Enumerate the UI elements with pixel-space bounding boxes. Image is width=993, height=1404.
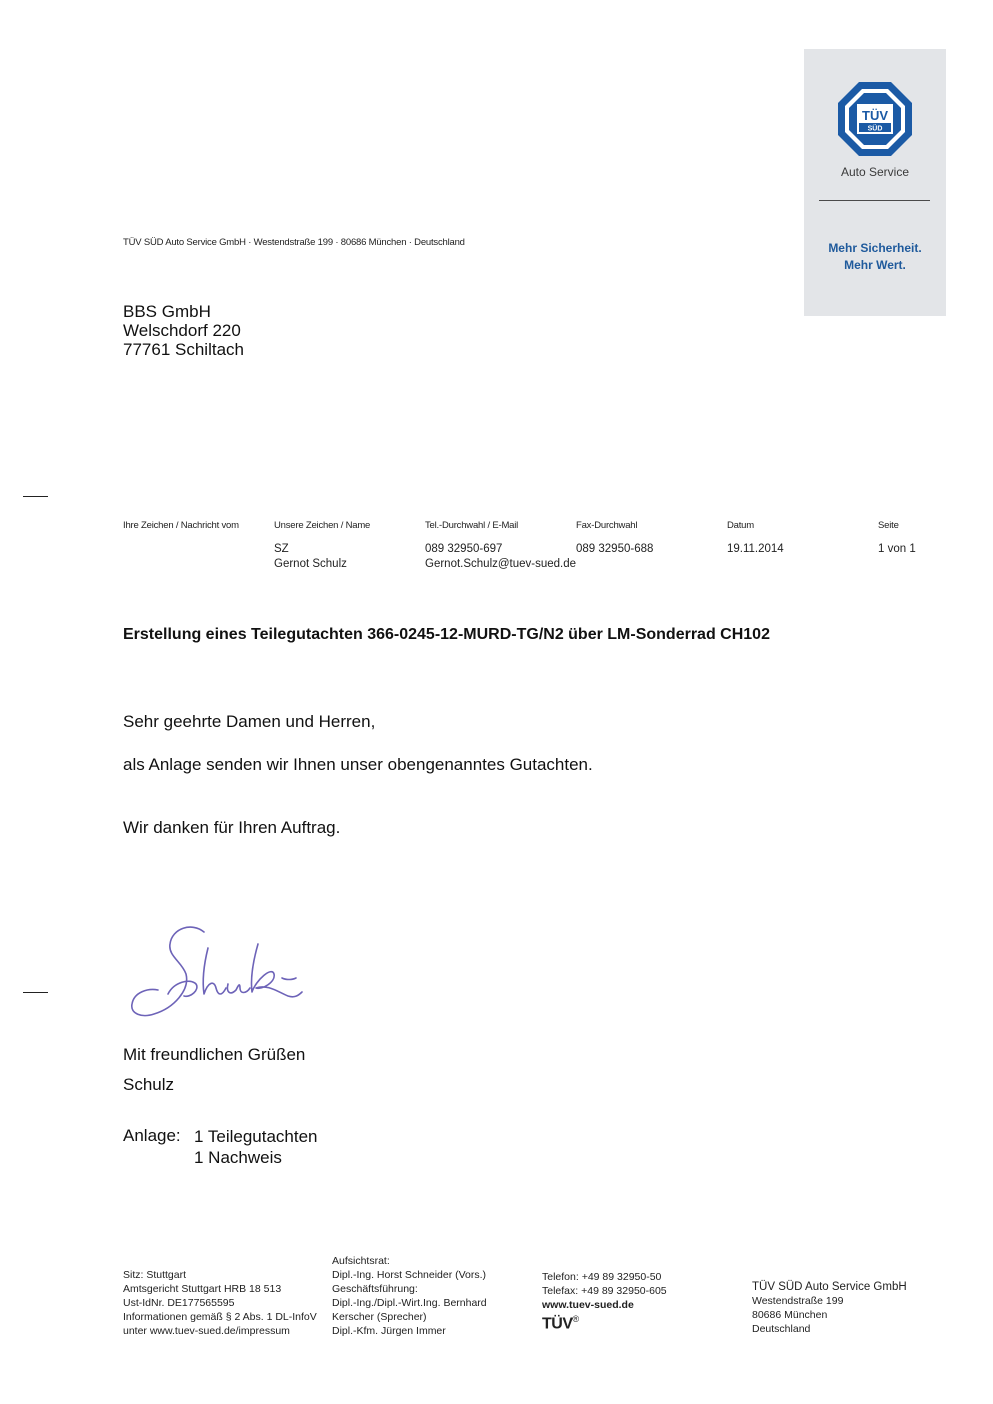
registered-mark: ® <box>572 1314 579 1324</box>
logo-divider <box>819 200 930 201</box>
footer-line: Dipl.-Kfm. Jürgen Immer <box>332 1325 446 1337</box>
footer-website-link[interactable]: www.tuev-sued.de <box>542 1299 634 1311</box>
tuv-mark-text: TÜV <box>542 1315 573 1333</box>
ref-date <box>727 520 784 557</box>
email-value: Gernot.Schulz@tuev-sued.de <box>425 558 577 570</box>
footer-line: Geschäftsführung: <box>332 1283 418 1295</box>
ref-fax <box>576 520 653 557</box>
our-ref-name: Gernot Schulz <box>274 558 347 570</box>
brand-subtitle: Auto Service <box>840 165 910 179</box>
badge-text-top: TÜV <box>862 108 888 123</box>
footer-fax: Telefax: +49 89 32950-605 <box>542 1285 667 1297</box>
footer-line: Dipl.-Ing./Dipl.-Wirt.Ing. Bernhard <box>332 1297 487 1309</box>
fold-mark-top <box>23 496 48 497</box>
footer-address <box>752 1280 907 1336</box>
ref-your-reference <box>123 520 239 542</box>
page-value: 1 von 1 <box>878 543 916 555</box>
recipient-city: 77761 Schiltach <box>123 340 244 359</box>
recipient-address <box>123 302 244 359</box>
salutation: Sehr geehrte Damen und Herren, <box>123 712 376 731</box>
footer-company: TÜV SÜD Auto Service GmbH <box>752 1281 907 1293</box>
subject-line: Erstellung eines Teilegutachten 366-0245-12-MURD-TG/N2 über LM-Sonderrad CH102 <box>123 626 770 643</box>
footer-line: unter www.tuev-sued.de/impressum <box>123 1325 290 1337</box>
footer-line: Amtsgericht Stuttgart HRB 18 513 <box>123 1283 282 1295</box>
fax-label: Fax-Durchwahl <box>576 520 638 531</box>
slogan-line-1: Mehr Sicherheit. <box>828 241 922 255</box>
tel-label: Tel.-Durchwahl / E-Mail <box>425 520 519 531</box>
slogan-line-2: Mehr Wert. <box>844 258 906 272</box>
footer-contact <box>542 1270 667 1331</box>
your-ref-label: Ihre Zeichen / Nachricht vom <box>123 520 239 531</box>
footer-street: Westendstraße 199 <box>752 1295 844 1307</box>
footer-city: 80686 München <box>752 1309 828 1321</box>
footer-line: Kerscher (Sprecher) <box>332 1311 427 1323</box>
body-paragraph-2: Wir danken für Ihren Auftrag. <box>123 818 341 837</box>
body-paragraph-1: als Anlage senden wir Ihnen unser obengenanntes Gutachten. <box>123 755 593 774</box>
logo-panel <box>804 49 946 316</box>
footer-line: Dipl.-Ing. Horst Schneider (Vors.) <box>332 1269 487 1281</box>
annex-item: 1 Teilegutachten <box>194 1127 318 1146</box>
slogan <box>804 240 946 274</box>
tel-value: 089 32950-697 <box>425 543 503 555</box>
annex-list <box>194 1126 318 1168</box>
tuv-sued-badge-icon <box>836 80 914 158</box>
footer-line: Aufsichtsrat: <box>332 1255 390 1267</box>
ref-telephone <box>425 520 576 572</box>
footer-legal <box>123 1268 317 1338</box>
ref-page <box>878 520 916 557</box>
recipient-name: BBS GmbH <box>123 302 211 321</box>
footer-board <box>332 1254 487 1338</box>
date-label: Datum <box>727 520 754 531</box>
our-ref-label: Unsere Zeichen / Name <box>274 520 371 531</box>
ref-our-reference <box>274 520 370 572</box>
fax-value: 089 32950-688 <box>576 543 654 555</box>
annex-label: Anlage: <box>123 1126 181 1145</box>
handwritten-signature-icon <box>122 918 312 1026</box>
footer-country: Deutschland <box>752 1323 811 1335</box>
footer-tuv-mark <box>542 1312 667 1331</box>
footer-phone: Telefon: +49 89 32950-50 <box>542 1271 662 1283</box>
our-ref-code: SZ <box>274 543 289 555</box>
page-label: Seite <box>878 520 899 531</box>
footer-line: Sitz: Stuttgart <box>123 1269 187 1281</box>
annex-item: 1 Nachweis <box>194 1148 282 1167</box>
footer-line: Informationen gemäß § 2 Abs. 1 DL-InfoV <box>123 1311 317 1323</box>
date-value: 19.11.2014 <box>727 543 784 555</box>
closing-signer: Schulz <box>123 1075 175 1094</box>
recipient-street: Welschdorf 220 <box>123 321 241 340</box>
sender-line: TÜV SÜD Auto Service GmbH · Westendstraße 199 · 80686 München · Deutschland <box>123 237 465 248</box>
closing-greeting: Mit freundlichen Grüßen <box>123 1045 306 1064</box>
footer-line: Ust-IdNr. DE177565595 <box>123 1297 235 1309</box>
badge-text-bottom: SÜD <box>867 125 883 133</box>
fold-mark-bottom <box>23 992 48 993</box>
